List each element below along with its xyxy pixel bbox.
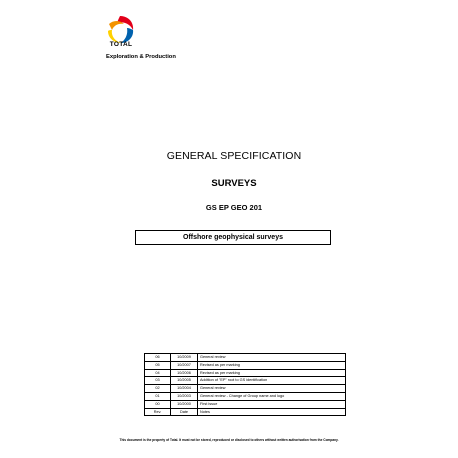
table-row <box>145 377 346 385</box>
document-type: GENERAL SPECIFICATION <box>166 150 302 162</box>
revision-date: 10/2009 <box>171 354 198 362</box>
brand-name: TOTAL <box>109 41 133 48</box>
table-row <box>145 354 346 362</box>
revision-number: 06 <box>145 354 171 362</box>
revision-table-header <box>145 408 346 416</box>
revision-number: 04 <box>145 369 171 377</box>
revision-notes: First issue <box>198 400 346 408</box>
revision-date: Date <box>171 408 198 416</box>
document-number: GS EP GEO 201 <box>205 203 263 212</box>
revision-number: Rev. <box>145 408 171 416</box>
revision-number: 00 <box>145 400 171 408</box>
document-subject: Offshore geophysical surveys <box>135 230 331 245</box>
revision-notes: General review - Change of Group name and logo <box>198 392 346 400</box>
revision-date: 10/2003 <box>171 392 198 400</box>
table-row <box>145 369 346 377</box>
revision-notes: General review <box>198 385 346 393</box>
table-row <box>145 361 346 369</box>
document-title: SURVEYS <box>211 178 257 189</box>
revision-number: 02 <box>145 385 171 393</box>
revision-notes: Revised as per marking <box>198 361 346 369</box>
revision-date: 10/2005 <box>171 377 198 385</box>
revision-date: 10/2006 <box>171 369 198 377</box>
revision-notes: Addition of "EP" root to GS identification <box>198 377 346 385</box>
revision-table <box>144 353 346 416</box>
table-row <box>145 400 346 408</box>
revision-notes: Notes <box>198 408 346 416</box>
table-row <box>145 392 346 400</box>
revision-date: 10/2004 <box>171 385 198 393</box>
table-row <box>145 385 346 393</box>
division-name: Exploration & Production <box>106 54 176 60</box>
revision-date: 10/2000 <box>171 400 198 408</box>
revision-date: 10/2007 <box>171 361 198 369</box>
revision-notes: Revised as per marking <box>198 369 346 377</box>
revision-number: 01 <box>145 392 171 400</box>
revision-notes: General review <box>198 354 346 362</box>
revision-number: 03 <box>145 377 171 385</box>
revision-number: 05 <box>145 361 171 369</box>
confidentiality-notice: This document is the property of Total. It must not be stored, reproduced or disclosed to others without written authorisation from the Company. <box>119 438 339 442</box>
